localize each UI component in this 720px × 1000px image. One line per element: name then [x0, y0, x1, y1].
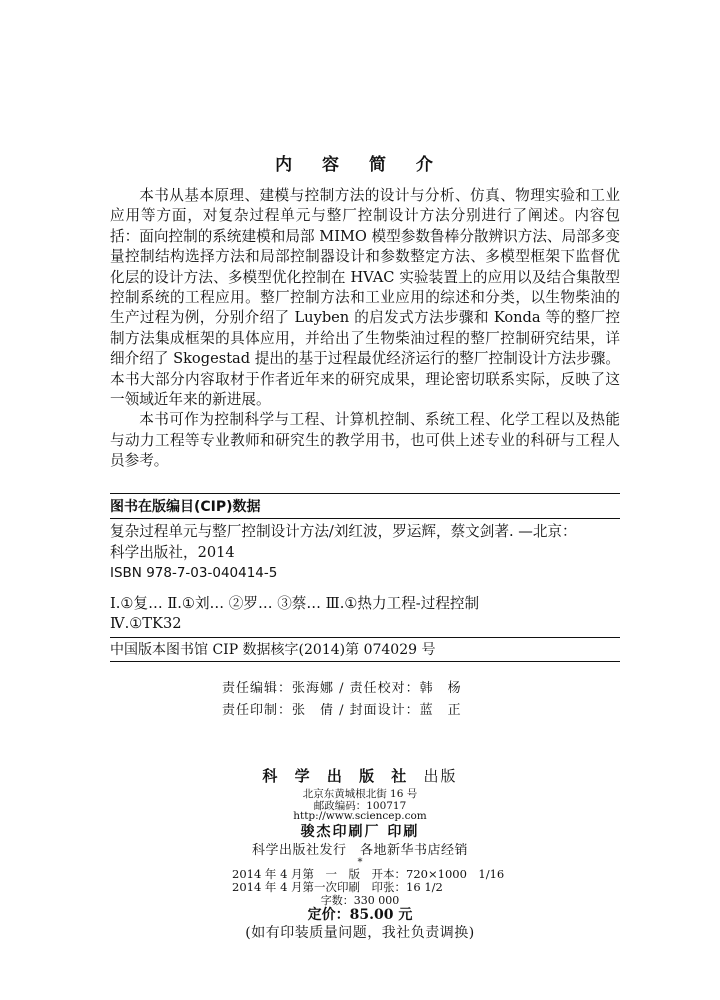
- cip-isbn: ISBN 978-7-03-040414-5: [110, 565, 278, 581]
- publisher-address: 北京东黄城根北街 16 号: [302, 788, 418, 800]
- cip-title-line: 复杂过程单元与整厂控制设计方法/刘红波，罗运辉，蔡文剑著. —北京：: [110, 523, 577, 540]
- credits: [222, 678, 462, 722]
- word-count: 字数：330 000: [320, 894, 400, 907]
- credits-editors: 责任编辑：张海娜 / 责任校对：韩 杨: [222, 681, 462, 696]
- printer-line: 骏杰印刷厂 印刷: [300, 824, 420, 840]
- edition-line: 2014 年 4 月第 一 版 开本：720×1000 1/16: [232, 867, 505, 881]
- distribution-line: 科学出版社发行 各地新华书店经销: [251, 843, 468, 858]
- abstract: [110, 186, 620, 472]
- publisher-website: http://www.sciencep.com: [293, 810, 427, 822]
- page-title: 内 容 简 介: [275, 155, 445, 175]
- cip-header: 图书在版编目(CIP)数据: [110, 493, 620, 519]
- abstract-paragraph: 本书可作为控制科学与工程、计算机控制、系统工程、化学工程以及热能与动力工程等专业教师和研究生的教学用书，也可供上述专业的科研与工程人员参考。: [110, 411, 620, 470]
- quality-notice: (如有印装质量问题，我社负责调换): [245, 925, 475, 941]
- cip-classification-code: Ⅳ.①TK32: [110, 615, 182, 632]
- separator-star: *: [357, 857, 363, 868]
- publisher-name: 科 学 出 版 社: [262, 767, 413, 785]
- cip-record: [110, 522, 620, 635]
- credits-production: 责任印制：张 倩 / 封面设计：蓝 正: [222, 703, 462, 718]
- publisher-line: [0, 765, 720, 786]
- cip-footer: 中国版本图书馆 CIP 数据核字(2014)第 074029 号: [110, 637, 620, 662]
- abstract-paragraph: 本书从基本原理、建模与控制方法的设计与分析、仿真、物理实验和工业应用等方面，对复杂过程单元与整厂控制设计方法分别进行了阐述。内容包括：面向控制的系统建模和局部 MIMO 模型参数鲁棒分散辨识方法、局部多变量控制结构选择方法和局部控制器设计和参数整定方法、多模型框架下监督优化层的设计方法、多模型优化控制在 HVAC 实验装置上的应用以及结合集散型控制系统的工程应用。整厂控制方法和工业应用的综述和分类，以生物柴油的生产过程为例，分别介绍了 Luyben 的启发式方法步骤和 Konda 等的整厂控制方法集成框架的具体应用，并给出了生物柴油过程的整厂控制研究结果，详细介绍了 Skogestad 提出的基于过程最优经济运行的整厂控制设计方法步骤。本书大部分内容取材于作者近年来的研究成果，理论密切联系实际，反映了这一领域近年来的新进展。: [110, 187, 620, 409]
- cip-classification: Ⅰ.①复… Ⅱ.①刘… ②罗… ③蔡… Ⅲ.①热力工程-过程控制: [110, 594, 480, 612]
- publisher-postcode: 邮政编码：100717: [313, 800, 407, 812]
- printing-line: 2014 年 4 月第一次印刷 印张：16 1/2: [232, 880, 443, 894]
- publisher-tag: 出版: [423, 767, 458, 785]
- cip-publisher-line: 科学出版社，2014: [110, 543, 235, 561]
- price: 定价：85.00 元: [307, 907, 413, 923]
